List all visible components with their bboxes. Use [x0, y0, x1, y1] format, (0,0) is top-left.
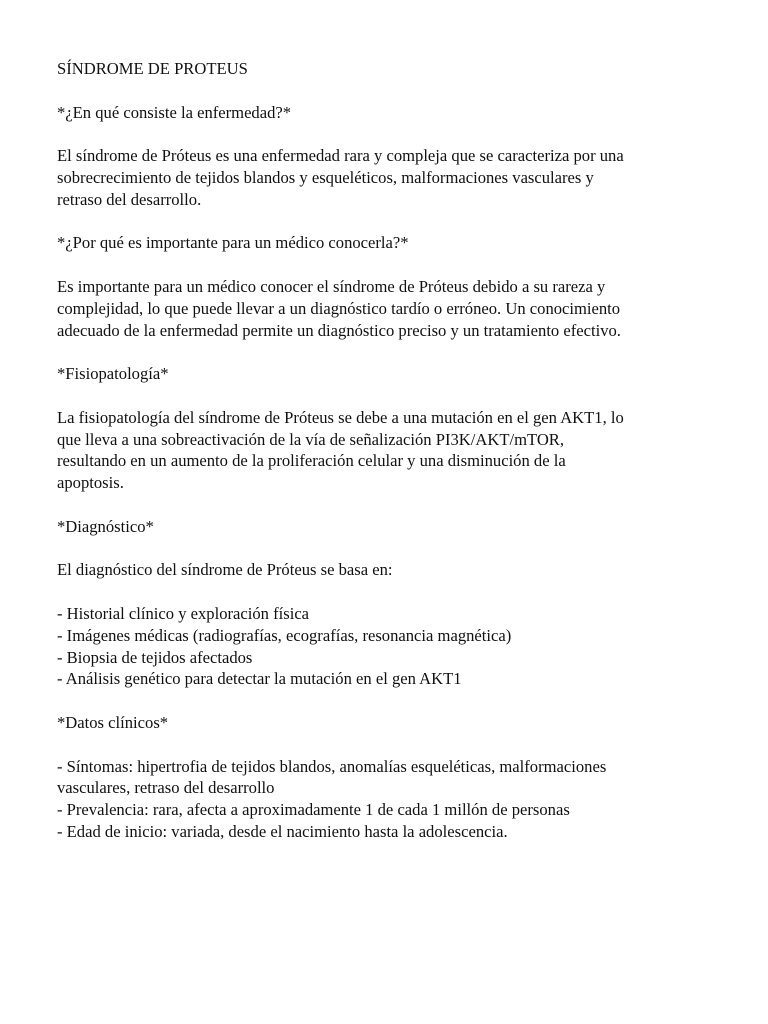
text-line: Es importante para un médico conocer el síndrome de Próteus debido a su rareza y	[57, 276, 606, 296]
paragraph-importance	[57, 276, 717, 341]
document-page	[57, 58, 717, 864]
paragraph-pathophysiology	[57, 407, 717, 494]
heading-what-is: *¿En qué consiste la enfermedad?*	[57, 102, 292, 122]
text-line: apoptosis.	[57, 473, 124, 493]
paragraph-diagnosis-intro: El diagnóstico del síndrome de Próteus se basa en:	[57, 560, 393, 580]
paragraph-clinical	[57, 756, 717, 843]
list-item: - Biopsia de tejidos afectados	[57, 647, 253, 667]
heading-importance: *¿Por qué es importante para un médico conocerla?*	[57, 233, 409, 253]
text-line: - Edad de inicio: variada, desde el nacimiento hasta la adolescencia.	[57, 821, 508, 841]
text-line: El síndrome de Próteus es una enfermedad rara y compleja que se caracteriza por una	[57, 146, 624, 166]
text-line: complejidad, lo que puede llevar a un diagnóstico tardío o erróneo. Un conocimiento	[57, 298, 621, 318]
text-line: - Síntomas: hipertrofia de tejidos blandos, anomalías esqueléticas, malformaciones	[57, 756, 607, 776]
heading-clinical: *Datos clínicos*	[57, 712, 169, 732]
text-line: vasculares, retraso del desarrollo	[57, 778, 275, 798]
document-title: SÍNDROME DE PROTEUS	[57, 59, 248, 78]
list-item: - Historial clínico y exploración física	[57, 603, 310, 623]
heading-pathophysiology: *Fisiopatología*	[57, 364, 169, 384]
text-line: La fisiopatología del síndrome de Próteus se debe a una mutación en el gen AKT1, lo	[57, 407, 624, 427]
text-line: - Prevalencia: rara, afecta a aproximadamente 1 de cada 1 millón de personas	[57, 800, 570, 820]
text-line: resultando en un aumento de la proliferación celular y una disminución de la	[57, 451, 566, 471]
text-line: adecuado de la enfermedad permite un diagnóstico preciso y un tratamiento efectivo.	[57, 320, 621, 340]
paragraph-what-is	[57, 145, 717, 210]
list-item: - Análisis genético para detectar la mutación en el gen AKT1	[57, 669, 462, 689]
diagnosis-list	[57, 603, 717, 690]
text-line: sobrecrecimiento de tejidos blandos y esqueléticos, malformaciones vasculares y	[57, 167, 594, 187]
list-item: - Imágenes médicas (radiografías, ecografías, resonancia magnética)	[57, 625, 512, 645]
text-line: retraso del desarrollo.	[57, 189, 202, 209]
text-line: que lleva a una sobreactivación de la vía de señalización PI3K/AKT/mTOR,	[57, 429, 565, 449]
heading-diagnosis: *Diagnóstico*	[57, 516, 154, 536]
